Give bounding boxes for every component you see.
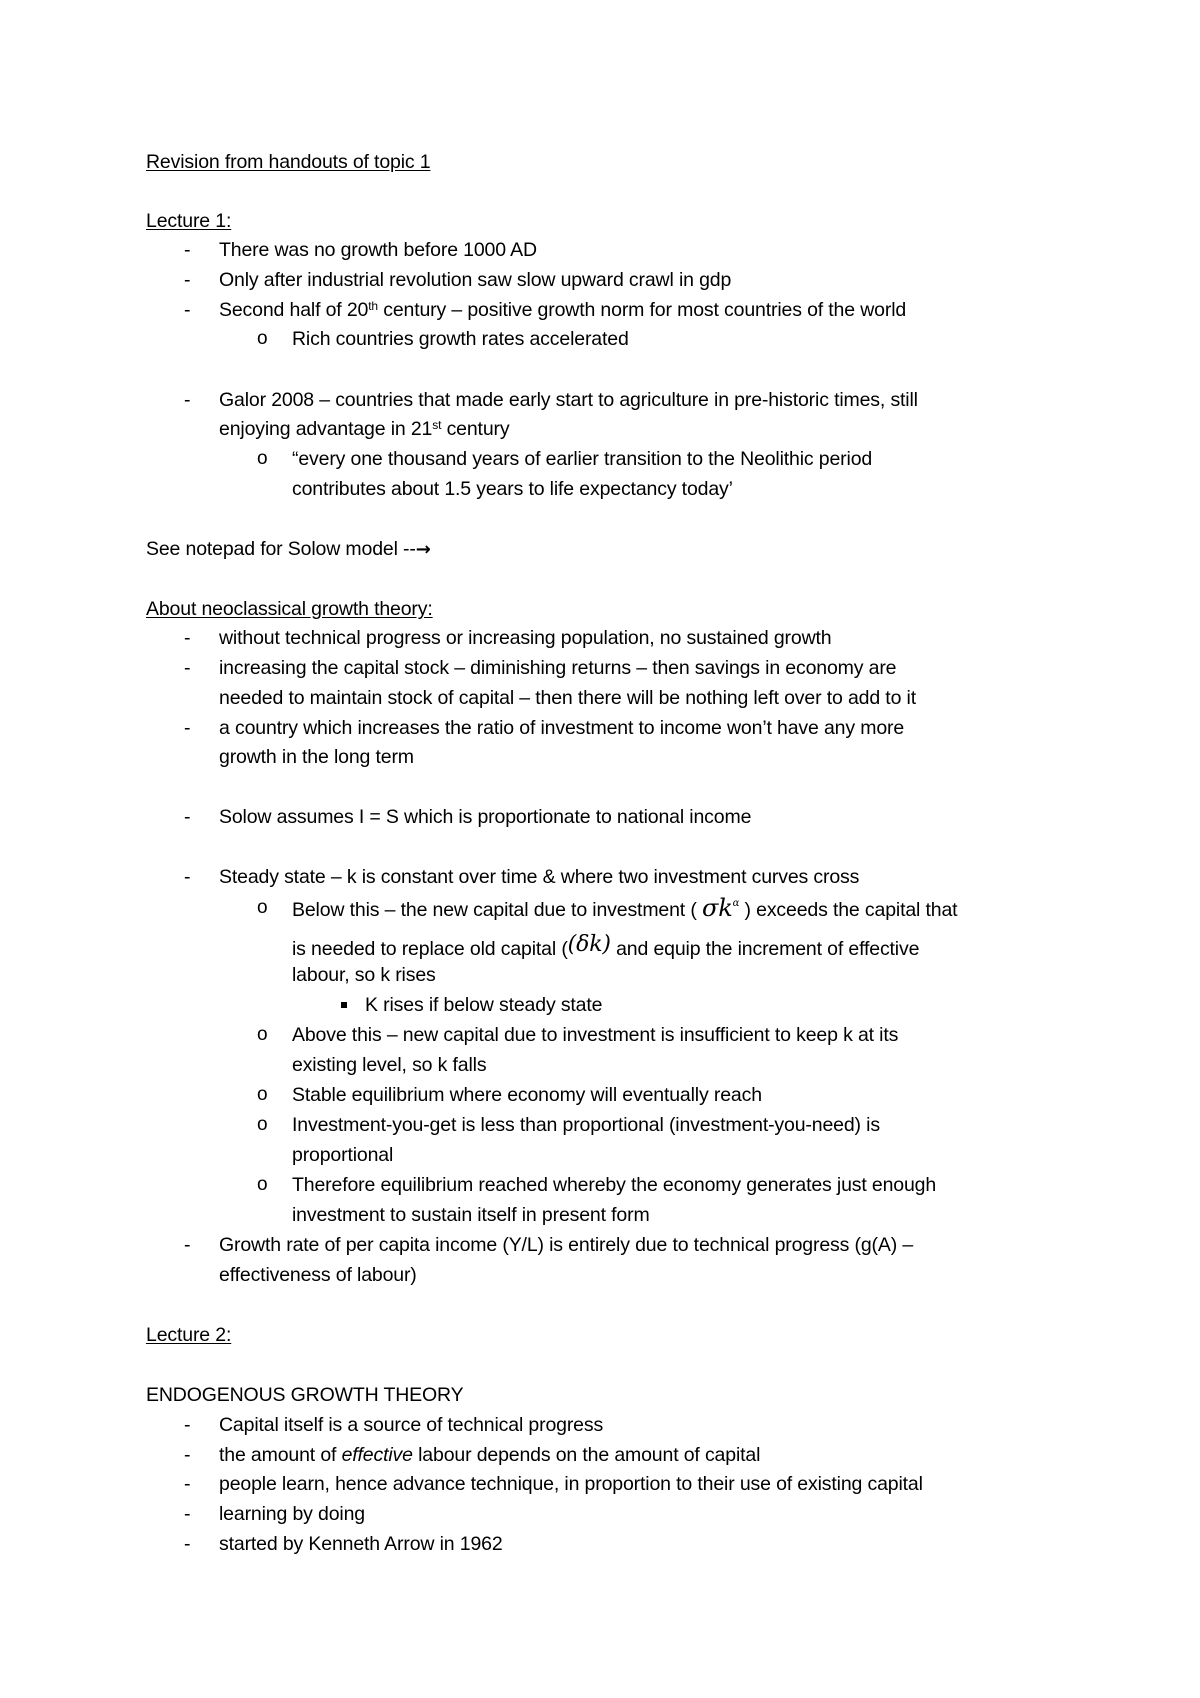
list-item: There was no growth before 1000 AD — [219, 239, 537, 261]
bullet-circle: o — [257, 1084, 268, 1105]
bullet-circle: o — [257, 1174, 268, 1195]
text-run: and equip the increment of effective — [610, 938, 920, 960]
sub-list-item: “every one thousand years of earlier transition to the Neolithic period — [292, 448, 873, 470]
bullet-dash: - — [184, 717, 191, 739]
sub-list-item-continued: proportional — [292, 1144, 394, 1166]
bullet-dash: - — [184, 1444, 191, 1466]
bullet-circle: o — [257, 448, 268, 469]
list-item — [219, 298, 906, 322]
list-item: Capital itself is a source of technical progress — [219, 1414, 604, 1436]
bullet-dash: - — [184, 1234, 191, 1256]
list-item-continued: growth in the long term — [219, 746, 414, 768]
notepad-note — [146, 537, 431, 562]
text-run: Below this – the new capital due to investment ( — [292, 899, 697, 921]
list-item: Only after industrial revolution saw slow upward crawl in gdp — [219, 269, 732, 291]
bullet-dash: - — [184, 1503, 191, 1525]
bullet-dash: - — [184, 299, 191, 321]
bullet-circle: o — [257, 897, 268, 918]
list-item-continued — [219, 417, 509, 441]
bullet-dash: - — [184, 657, 191, 679]
sub-list-item-continued: labour, so k rises — [292, 964, 436, 986]
list-item: Galor 2008 – countries that made early start to agriculture in pre-historic times, still — [219, 389, 918, 411]
delta-k-formula: (δk) — [567, 932, 611, 957]
square-bullet-icon — [341, 1002, 347, 1008]
text-run: the amount of — [219, 1444, 342, 1466]
bullet-dash: - — [184, 1533, 191, 1555]
sub-sub-list-item: K rises if below steady state — [365, 994, 603, 1016]
bullet-circle: o — [257, 1114, 268, 1135]
document-title: Revision from handouts of topic 1 — [146, 151, 431, 173]
sub-list-item: Investment-you-get is less than proportional (investment-you-need) is — [292, 1114, 880, 1136]
sub-list-item: Above this – new capital due to investment is insufficient to keep k at its — [292, 1024, 899, 1046]
bullet-dash: - — [184, 269, 191, 291]
list-item: learning by doing — [219, 1503, 365, 1525]
bullet-dash: - — [184, 1473, 191, 1495]
text-run: See notepad for Solow model -- — [146, 538, 416, 560]
text-run: century — [441, 418, 510, 440]
superscript: st — [432, 418, 442, 432]
lecture-1-heading: Lecture 1: — [146, 210, 232, 232]
sub-list-item-continued — [292, 933, 919, 961]
bullet-dash: - — [184, 627, 191, 649]
text-run: Second half of 20 — [219, 299, 369, 321]
formula-exponent: α — [732, 898, 740, 909]
bullet-dash: - — [184, 389, 191, 411]
bullet-dash: - — [184, 806, 191, 828]
list-item: started by Kenneth Arrow in 1962 — [219, 1533, 503, 1555]
sub-list-item: Therefore equilibrium reached whereby the economy generates just enough — [292, 1174, 937, 1196]
list-item: increasing the capital stock – diminishing returns – then savings in economy are — [219, 657, 897, 679]
text-run: labour depends on the amount of capital — [412, 1444, 761, 1466]
bullet-dash: - — [184, 866, 191, 888]
list-item-continued: effectiveness of labour) — [219, 1264, 417, 1286]
bullet-dash: - — [184, 239, 191, 261]
text-run: is needed to replace old capital ( — [292, 938, 568, 960]
section-heading: ENDOGENOUS GROWTH THEORY — [146, 1384, 464, 1406]
bullet-dash: - — [184, 1414, 191, 1436]
sub-list-item-continued: investment to sustain itself in present form — [292, 1204, 650, 1226]
list-item: Steady state – k is constant over time & where two investment curves cross — [219, 866, 860, 888]
sub-list-item — [292, 896, 957, 922]
list-item: a country which increases the ratio of investment to income won’t have any more — [219, 717, 905, 739]
sub-list-item: Stable equilibrium where economy will eventually reach — [292, 1084, 762, 1106]
list-item: Growth rate of per capita income (Y/L) is entirely due to technical progress (g(A) – — [219, 1234, 914, 1256]
text-run: ) exceeds the capital that — [744, 899, 958, 921]
sub-list-item-continued: contributes about 1.5 years to life expectancy today’ — [292, 478, 733, 500]
arrow-right-icon: → — [415, 539, 431, 560]
neoclassical-heading: About neoclassical growth theory: — [146, 598, 433, 620]
sub-list-item-continued: existing level, so k falls — [292, 1054, 487, 1076]
sub-list-item: Rich countries growth rates accelerated — [292, 328, 629, 350]
list-item: people learn, hence advance technique, in proportion to their use of existing capital — [219, 1473, 923, 1495]
list-item-continued: needed to maintain stock of capital – then there will be nothing left over to add to it — [219, 687, 916, 709]
formula-base: σk — [701, 894, 733, 922]
text-run: century – positive growth norm for most countries of the world — [377, 299, 907, 321]
text-run: enjoying advantage in 21 — [219, 418, 433, 440]
list-item — [219, 1443, 760, 1467]
superscript: th — [368, 299, 378, 313]
bullet-circle: o — [257, 1024, 268, 1045]
list-item: Solow assumes I = S which is proportionate to national income — [219, 806, 752, 828]
sigma-k-alpha-formula — [701, 894, 740, 922]
bullet-circle: o — [257, 328, 268, 349]
emphasis-text: effective — [341, 1444, 413, 1466]
lecture-2-heading: Lecture 2: — [146, 1324, 232, 1346]
list-item: without technical progress or increasing population, no sustained growth — [219, 627, 832, 649]
